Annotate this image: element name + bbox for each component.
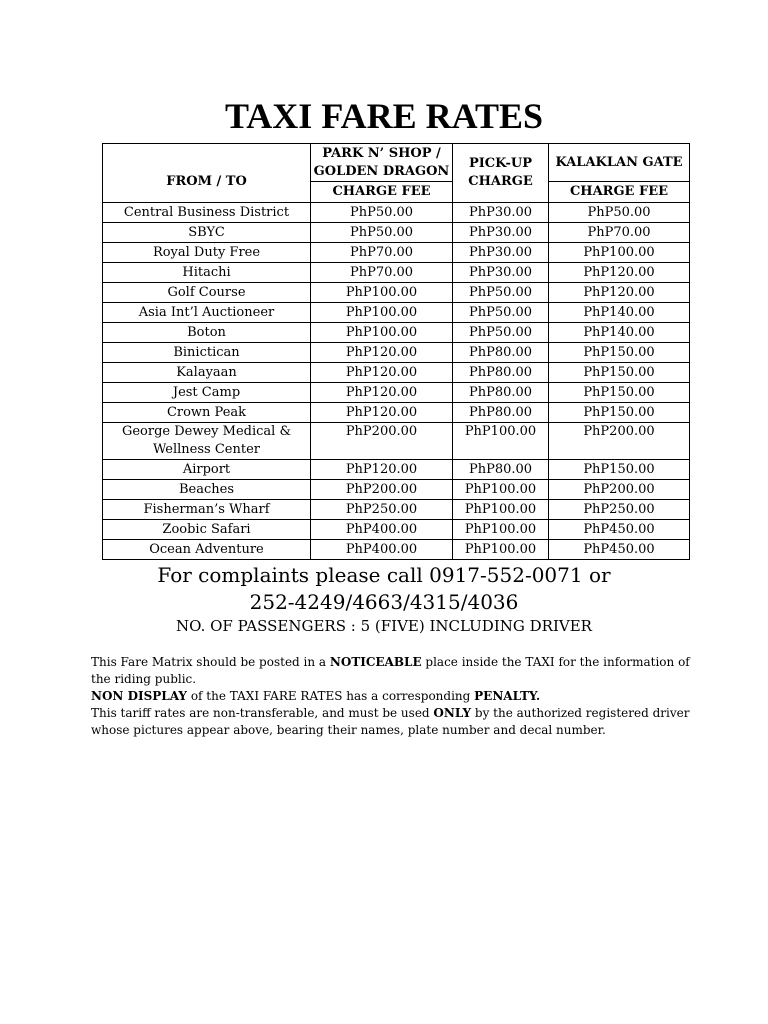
noticeable-emphasis: NOTICEABLE (329, 655, 422, 669)
table-row (103, 243, 690, 263)
pick-up-charge-cell: PhP80.00 (453, 460, 549, 480)
table-row (103, 460, 690, 480)
kalaklan-fare-cell: PhP120.00 (549, 263, 690, 283)
pick-up-charge-cell: PhP50.00 (453, 323, 549, 343)
complaints-hotline (0, 562, 768, 616)
park-n-shop-fare-cell: PhP200.00 (311, 480, 453, 500)
table-row (103, 223, 690, 243)
complaints-line-2: 252-4249/4663/4315/4036 (249, 590, 519, 614)
kalaklan-fare-cell: PhP150.00 (549, 343, 690, 363)
park-n-shop-fare-cell: PhP70.00 (311, 263, 453, 283)
pick-up-charge-cell: PhP50.00 (453, 283, 549, 303)
park-n-shop-fare-cell: PhP100.00 (311, 323, 453, 343)
table-row (103, 383, 690, 403)
tariff-notice-text-end: by the authorized registered driver whose pictures appear above, bearing their names, plate number and decal number. (91, 706, 690, 737)
destination-cell: Jest Camp (103, 383, 311, 403)
park-n-shop-fare-cell: PhP400.00 (311, 540, 453, 560)
table-row (103, 520, 690, 540)
header-kalaklan-gate: KALAKLAN GATE (549, 144, 690, 182)
kalaklan-fare-cell: PhP150.00 (549, 460, 690, 480)
table-row (103, 303, 690, 323)
non-display-emphasis: NON DISPLAY (91, 689, 187, 703)
tariff-notice (91, 705, 691, 739)
tariff-notice-text: This tariff rates are non-transferable, and must be used (91, 706, 434, 720)
park-n-shop-fare-cell: PhP120.00 (311, 363, 453, 383)
park-n-shop-fare-cell: PhP100.00 (311, 303, 453, 323)
only-emphasis: ONLY (433, 706, 472, 720)
kalaklan-fare-cell: PhP250.00 (549, 500, 690, 520)
kalaklan-fare-cell: PhP120.00 (549, 283, 690, 303)
table-row (103, 403, 690, 423)
destination-cell: Asia Int’l Auctioneer (103, 303, 311, 323)
pick-up-charge-cell: PhP30.00 (453, 223, 549, 243)
kalaklan-fare-cell: PhP150.00 (549, 403, 690, 423)
park-n-shop-fare-cell: PhP120.00 (311, 343, 453, 363)
pick-up-charge-cell: PhP100.00 (453, 500, 549, 520)
pick-up-charge-cell: PhP100.00 (453, 423, 549, 460)
park-n-shop-fare-cell: PhP100.00 (311, 283, 453, 303)
table-row (103, 480, 690, 500)
pick-up-charge-cell: PhP50.00 (453, 303, 549, 323)
destination-cell: Central Business District (103, 203, 311, 223)
pick-up-charge-cell: PhP30.00 (453, 203, 549, 223)
header-pick-up: PICK-UP CHARGE (453, 144, 549, 203)
complaints-line-1: For complaints please call 0917-552-0071 or (157, 563, 611, 587)
pick-up-charge-cell: PhP100.00 (453, 480, 549, 500)
pick-up-charge-cell: PhP100.00 (453, 520, 549, 540)
park-n-shop-fare-cell: PhP70.00 (311, 243, 453, 263)
kalaklan-fare-cell: PhP70.00 (549, 223, 690, 243)
notice-text (91, 654, 691, 739)
destination-cell: Binictican (103, 343, 311, 363)
destination-cell: George Dewey Medical & Wellness Center (103, 423, 311, 460)
destination-cell: Boton (103, 323, 311, 343)
pick-up-charge-cell: PhP80.00 (453, 363, 549, 383)
kalaklan-fare-cell: PhP140.00 (549, 303, 690, 323)
park-n-shop-fare-cell: PhP200.00 (311, 423, 453, 460)
kalaklan-fare-cell: PhP150.00 (549, 383, 690, 403)
table-row (103, 283, 690, 303)
table-row (103, 500, 690, 520)
kalaklan-fare-cell: PhP140.00 (549, 323, 690, 343)
header-park-charge-fee: CHARGE FEE (311, 182, 453, 203)
table-row (103, 363, 690, 383)
penalty-notice-text: of the TAXI FARE RATES has a corresponding (187, 689, 475, 703)
table-header-row (103, 144, 690, 182)
table-row (103, 343, 690, 363)
posting-notice-text: This Fare Matrix should be posted in a (91, 655, 330, 669)
destination-cell: SBYC (103, 223, 311, 243)
header-from-to: FROM / TO (103, 144, 311, 203)
passenger-limit: NO. OF PASSENGERS : 5 (FIVE) INCLUDING DRIVER (176, 617, 592, 635)
table-row (103, 263, 690, 283)
penalty-emphasis: PENALTY. (474, 689, 541, 703)
posting-notice-text-end: place inside the TAXI for the information of the riding public. (91, 655, 690, 686)
fare-table-body (103, 203, 690, 560)
destination-cell: Crown Peak (103, 403, 311, 423)
destination-cell: Fisherman’s Wharf (103, 500, 311, 520)
pick-up-charge-cell: PhP80.00 (453, 403, 549, 423)
destination-cell: Airport (103, 460, 311, 480)
kalaklan-fare-cell: PhP100.00 (549, 243, 690, 263)
park-n-shop-fare-cell: PhP50.00 (311, 223, 453, 243)
table-row (103, 323, 690, 343)
destination-cell: Ocean Adventure (103, 540, 311, 560)
destination-cell: Golf Course (103, 283, 311, 303)
posting-notice (91, 654, 691, 688)
kalaklan-fare-cell: PhP150.00 (549, 363, 690, 383)
park-n-shop-fare-cell: PhP120.00 (311, 403, 453, 423)
destination-cell: Kalayaan (103, 363, 311, 383)
table-row (103, 540, 690, 560)
pick-up-charge-cell: PhP80.00 (453, 383, 549, 403)
table-row (103, 203, 690, 223)
pick-up-charge-cell: PhP30.00 (453, 263, 549, 283)
kalaklan-fare-cell: PhP50.00 (549, 203, 690, 223)
table-row (103, 423, 690, 460)
header-park-n-shop: PARK N’ SHOP / GOLDEN DRAGON (311, 144, 453, 182)
park-n-shop-fare-cell: PhP120.00 (311, 460, 453, 480)
kalaklan-fare-cell: PhP200.00 (549, 423, 690, 460)
destination-cell: Royal Duty Free (103, 243, 311, 263)
kalaklan-fare-cell: PhP450.00 (549, 540, 690, 560)
fare-table (102, 143, 690, 560)
park-n-shop-fare-cell: PhP120.00 (311, 383, 453, 403)
destination-cell: Hitachi (103, 263, 311, 283)
penalty-notice (91, 688, 691, 705)
pick-up-charge-cell: PhP30.00 (453, 243, 549, 263)
header-kalaklan-charge-fee: CHARGE FEE (549, 182, 690, 203)
park-n-shop-fare-cell: PhP50.00 (311, 203, 453, 223)
kalaklan-fare-cell: PhP450.00 (549, 520, 690, 540)
page-title: TAXI FARE RATES (224, 96, 544, 136)
park-n-shop-fare-cell: PhP250.00 (311, 500, 453, 520)
pick-up-charge-cell: PhP100.00 (453, 540, 549, 560)
kalaklan-fare-cell: PhP200.00 (549, 480, 690, 500)
destination-cell: Zoobic Safari (103, 520, 311, 540)
park-n-shop-fare-cell: PhP400.00 (311, 520, 453, 540)
destination-cell: Beaches (103, 480, 311, 500)
pick-up-charge-cell: PhP80.00 (453, 343, 549, 363)
